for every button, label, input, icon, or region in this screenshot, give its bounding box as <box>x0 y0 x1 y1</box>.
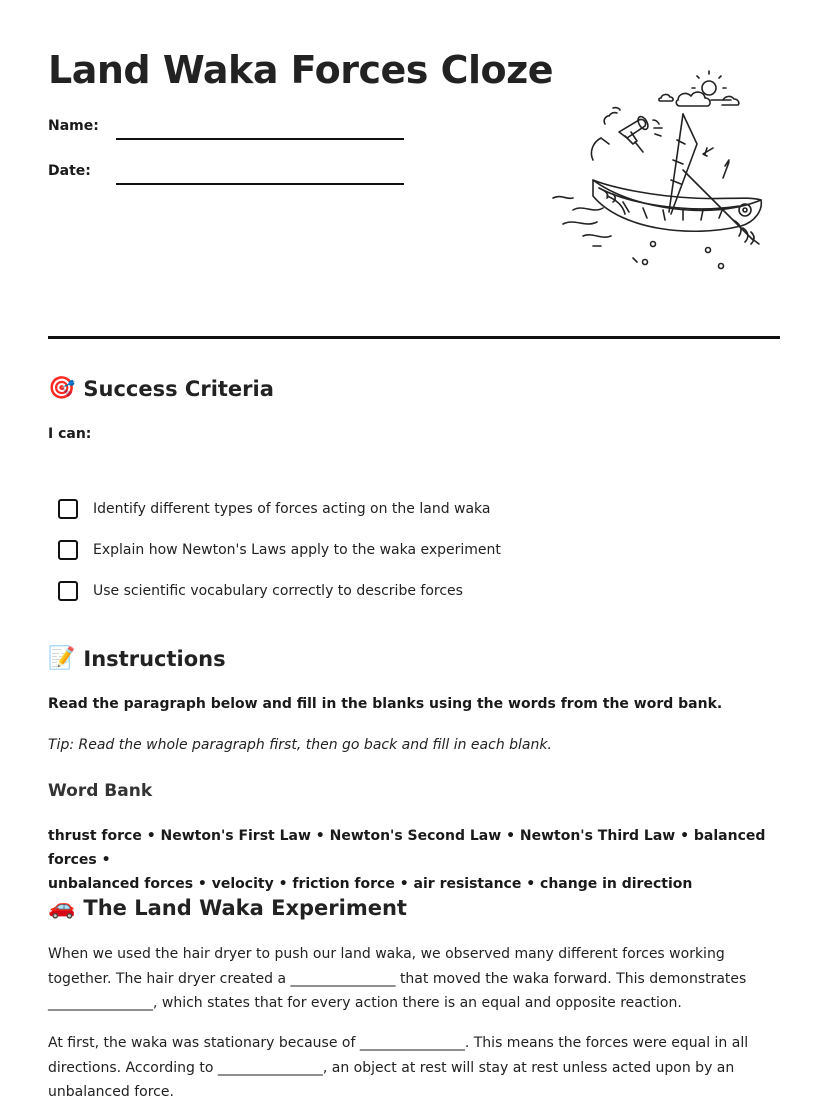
date-label: Date: <box>48 163 91 179</box>
word-bank-line: thrust force • Newton's First Law • Newton's Second Law • Newton's Third Law • balanced forces • <box>48 828 766 868</box>
date-field[interactable] <box>116 183 404 185</box>
criterion-item <box>58 529 758 570</box>
criterion-text: Identify different types of forces acting on the land waka <box>93 500 491 517</box>
instructions-heading <box>48 647 226 671</box>
cloze-paragraph-1: When we used the hair dryer to push our land waka, we observed many different forces working together. The hair dryer created a _______________ that moved the waka forward. This demonstrates _______________, which states that for every action there is an equal and opposite reaction. <box>48 946 747 1011</box>
car-icon: 🚗 <box>48 895 76 920</box>
page-title: Land Waka Forces Cloze <box>48 48 554 92</box>
waka-illustration-icon <box>533 70 763 275</box>
word-bank-heading: Word Bank <box>48 781 153 801</box>
i-can-label: I can: <box>48 426 92 442</box>
instructions-title: Instructions <box>83 647 226 671</box>
criterion-item <box>58 570 758 611</box>
section-divider <box>48 336 780 339</box>
success-criteria-list <box>58 488 758 611</box>
criterion-checkbox[interactable] <box>58 540 78 560</box>
experiment-title: The Land Waka Experiment <box>83 896 407 920</box>
name-label: Name: <box>48 118 99 134</box>
word-bank <box>48 824 780 896</box>
criterion-checkbox[interactable] <box>58 499 78 519</box>
word-bank-line: unbalanced forces • velocity • friction force • air resistance • change in direction <box>48 876 693 892</box>
target-icon: 🎯 <box>48 376 76 401</box>
criterion-text: Use scientific vocabulary correctly to describe forces <box>93 582 463 599</box>
criterion-text: Explain how Newton's Laws apply to the waka experiment <box>93 541 501 558</box>
success-criteria-title: Success Criteria <box>83 377 274 401</box>
name-field[interactable] <box>116 138 404 140</box>
cloze-paragraph-2: At first, the waka was stationary because of _______________. This means the forces were equal in all directions. According to _______________, an object at rest will stay at rest unless acted upon by an unbalanced force. <box>48 1035 749 1100</box>
criterion-item <box>58 488 758 529</box>
criterion-checkbox[interactable] <box>58 581 78 601</box>
instructions-text: Read the paragraph below and fill in the blanks using the words from the word bank. <box>48 696 723 712</box>
tip-text: Tip: Read the whole paragraph first, then go back and fill in each blank. <box>48 737 552 753</box>
success-criteria-heading <box>48 377 274 401</box>
memo-icon: 📝 <box>48 646 76 671</box>
experiment-heading <box>48 896 407 920</box>
